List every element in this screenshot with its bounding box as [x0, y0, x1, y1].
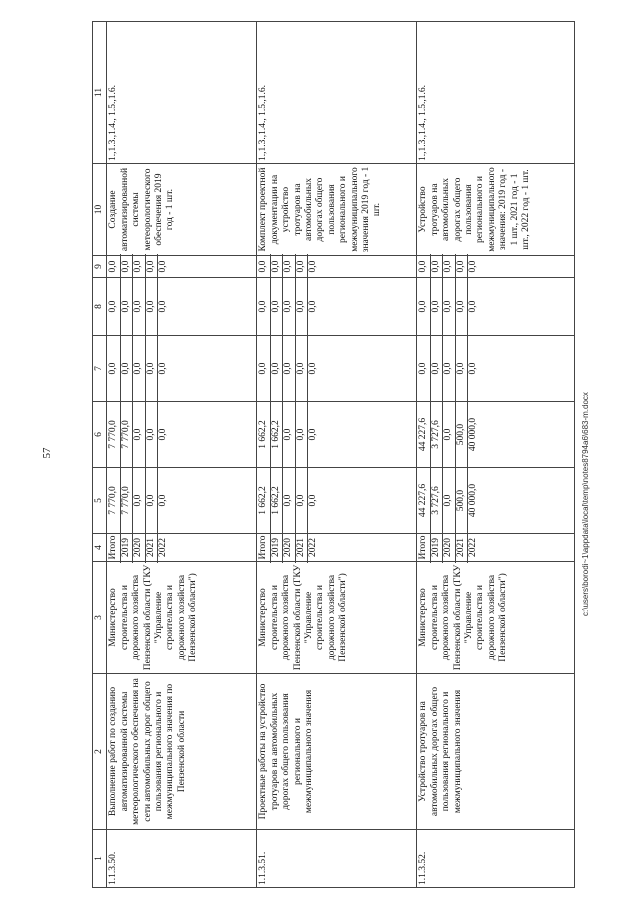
row-other-sources-value: 0,0	[108, 254, 120, 279]
page-number: 57	[41, 447, 53, 459]
row-federal-budget	[417, 336, 575, 402]
row-federal-budget-value: 0,0	[146, 334, 158, 403]
row-federal-budget-value: 0,0	[467, 362, 478, 375]
row-federal-budget-value: 0,0	[108, 334, 120, 403]
row-federal-budget-value: 0,0	[307, 362, 318, 375]
row-indicators: 1.,1.3.,1.4., 1.5.,1.6.	[417, 22, 575, 164]
row-regional-budget-value: 0,0	[443, 400, 455, 469]
row-other-sources-value: 0,0	[133, 254, 145, 279]
row-total-funding-value: 500,0	[456, 466, 468, 535]
table-row	[107, 22, 257, 888]
row-years-value: 2020	[283, 532, 295, 563]
row-other-sources-value: 0,0	[456, 254, 468, 279]
row-federal-budget-value: 0,0	[271, 334, 283, 403]
row-total-funding-value: 1 662,2	[271, 466, 283, 535]
table-header-row	[93, 22, 107, 888]
row-total-funding-value: 7 770,0	[121, 466, 133, 535]
header-cell: 10	[93, 164, 107, 256]
row-total-funding	[417, 468, 575, 534]
row-regional-budget-value: 0,0	[146, 400, 158, 469]
row-regional-budget-value: 7 770,0	[108, 400, 120, 469]
header-cell: 3	[93, 562, 107, 674]
row-regional-budget-value: 1 662,2	[271, 400, 283, 469]
row-total-funding-value: 0,0	[133, 466, 145, 535]
row-local-budget-value: 0,0	[108, 276, 120, 337]
row-regional-budget-value: 40 000,0	[467, 417, 478, 452]
footer-file-path: c:\users\borodi~1\appdata\local\temp\notes8794a6\683-m.docx	[581, 392, 590, 616]
header-cell: 4	[93, 534, 107, 562]
row-regional-budget-value: 0,0	[296, 400, 308, 469]
header-cell: 7	[93, 336, 107, 402]
row-description: Выполнение работ по созданию автоматизированной системы метеорологического обеспечения на сети автомобильных дорог общего пользования регионального и межмуниципального значения по Пензенской области	[107, 674, 257, 830]
row-result: Устройство тротуаров на автомобильных дорогах общего пользования регионального и межмуниципального значения: 2019 год - 1 шт., 2021 год - 1 шт., 2022 год - 1 шт.	[417, 164, 575, 256]
row-years-value: 2021	[296, 532, 308, 563]
row-local-budget-value: 0,0	[121, 276, 133, 337]
row-years-value: 2021	[146, 532, 158, 563]
row-code: 1.1.3.52.	[417, 830, 575, 888]
row-federal-budget-value: 0,0	[133, 334, 145, 403]
row-local-budget-value: 0,0	[418, 276, 430, 337]
row-total-funding-value: 0,0	[146, 466, 158, 535]
row-regional-budget-value: 1 662,2	[258, 400, 270, 469]
row-code: 1.1.3.51.	[257, 830, 417, 888]
header-cell: 5	[93, 468, 107, 534]
row-other-sources	[107, 256, 257, 278]
row-local-budget-value: 0,0	[157, 300, 168, 313]
row-years-value: Итого	[258, 532, 270, 563]
row-federal-budget-value: 0,0	[121, 334, 133, 403]
row-total-funding-value: 0,0	[157, 494, 168, 507]
row-years-value: 2022	[467, 538, 478, 557]
header-cell: 11	[93, 22, 107, 164]
row-federal-budget-value: 0,0	[296, 334, 308, 403]
row-regional-budget-value: 3 727,6	[431, 400, 443, 469]
row-other-sources-value: 0,0	[146, 254, 158, 279]
header-cell: 9	[93, 256, 107, 278]
row-other-sources	[257, 256, 417, 278]
row-regional-budget-value: 0,0	[133, 400, 145, 469]
row-result: Создание автоматизированной системы метеорологического обеспечения 2019 год - 1 шт.	[107, 164, 257, 256]
row-total-funding-value: 3 727,6	[431, 466, 443, 535]
row-total-funding-value: 1 662,2	[258, 466, 270, 535]
row-regional-budget-value: 44 227,6	[418, 400, 430, 469]
table-row	[257, 22, 417, 888]
row-local-budget-value: 0,0	[296, 276, 308, 337]
row-other-sources-value: 0,0	[121, 254, 133, 279]
row-federal-budget-value: 0,0	[283, 334, 295, 403]
row-years-value: 2022	[307, 538, 318, 557]
table-row	[417, 22, 575, 888]
row-federal-budget-value: 0,0	[258, 334, 270, 403]
row-federal-budget-value: 0,0	[418, 334, 430, 403]
row-description: Проектные работы на устройство тротуаров на автомобильных дорогах общего пользования регионального и межмуниципального значения	[257, 674, 417, 830]
row-indicators: 1.,1.3.,1.4., 1.5.,1.6.	[107, 22, 257, 164]
rotated-table-container	[92, 22, 582, 888]
row-executor: Министерство строительства и дорожного хозяйства Пензенской области (ГКУ "Управление строительства и дорожного хозяйства Пензенской области")	[257, 562, 417, 674]
header-cell: 2	[93, 674, 107, 830]
row-federal-budget-value: 0,0	[431, 334, 443, 403]
header-cell: 6	[93, 402, 107, 468]
row-years-value: 2022	[157, 538, 168, 557]
row-code: 1.1.3.50.	[107, 830, 257, 888]
row-other-sources-value: 0,0	[307, 260, 318, 273]
row-other-sources-value: 0,0	[258, 254, 270, 279]
header-cell: 8	[93, 278, 107, 336]
row-federal-budget	[107, 336, 257, 402]
row-total-funding-value: 44 227,6	[418, 466, 430, 535]
row-federal-budget-value: 0,0	[456, 334, 468, 403]
row-federal-budget-value: 0,0	[443, 334, 455, 403]
row-regional-budget	[107, 402, 257, 468]
row-local-budget-value: 0,0	[146, 276, 158, 337]
row-executor: Министерство строительства и дорожного хозяйства Пензенской области (ГКУ "Управление строительства и дорожного хозяйства Пензенской области")	[107, 562, 257, 674]
row-description: Устройство тротуаров на автомобильных дорогах общего пользования регионального и межмуниципального значения	[417, 674, 575, 830]
row-years	[257, 534, 417, 562]
row-total-funding	[257, 468, 417, 534]
row-years-value: Итого	[108, 532, 120, 563]
row-total-funding-value: 40 000,0	[467, 483, 478, 518]
row-years-value: 2020	[443, 532, 455, 563]
row-years-value: 2019	[431, 532, 443, 563]
row-other-sources-value: 0,0	[431, 254, 443, 279]
header-cell: 1	[93, 830, 107, 888]
row-regional-budget-value: 500,0	[456, 400, 468, 469]
row-regional-budget	[257, 402, 417, 468]
row-other-sources-value: 0,0	[271, 254, 283, 279]
row-local-budget-value: 0,0	[456, 276, 468, 337]
row-other-sources-value: 0,0	[283, 254, 295, 279]
row-local-budget	[257, 278, 417, 336]
row-local-budget	[107, 278, 257, 336]
row-years-value: 2019	[271, 532, 283, 563]
row-indicators: 1.,1.3.,1.4., 1.5.,1.6.	[257, 22, 417, 164]
row-other-sources-value: 0,0	[418, 254, 430, 279]
row-regional-budget-value: 0,0	[307, 428, 318, 441]
row-years-value: 2019	[121, 532, 133, 563]
row-regional-budget	[417, 402, 575, 468]
row-local-budget-value: 0,0	[271, 276, 283, 337]
row-local-budget-value: 0,0	[443, 276, 455, 337]
row-local-budget-value: 0,0	[133, 276, 145, 337]
row-local-budget-value: 0,0	[307, 300, 318, 313]
row-other-sources-value: 0,0	[296, 254, 308, 279]
row-local-budget	[417, 278, 575, 336]
row-total-funding-value: 0,0	[307, 494, 318, 507]
row-total-funding-value: 0,0	[296, 466, 308, 535]
row-total-funding-value: 7 770,0	[108, 466, 120, 535]
row-local-budget-value: 0,0	[431, 276, 443, 337]
row-years-value: Итого	[418, 532, 430, 563]
row-federal-budget-value: 0,0	[157, 362, 168, 375]
row-local-budget-value: 0,0	[467, 300, 478, 313]
row-years	[417, 534, 575, 562]
row-total-funding	[107, 468, 257, 534]
row-regional-budget-value: 0,0	[157, 428, 168, 441]
program-measures-table	[92, 21, 575, 888]
row-other-sources-value: 0,0	[157, 260, 168, 273]
row-years-value: 2020	[133, 532, 145, 563]
row-other-sources	[417, 256, 575, 278]
row-local-budget-value: 0,0	[283, 276, 295, 337]
row-other-sources-value: 0,0	[443, 254, 455, 279]
row-regional-budget-value: 7 770,0	[121, 400, 133, 469]
row-total-funding-value: 0,0	[283, 466, 295, 535]
row-total-funding-value: 0,0	[443, 466, 455, 535]
row-result: Комплект проектной документации на устройство тротуаров на автомобильных дорогах общего пользования регионального и межмуниципального значения 2019 год - 1 шт.	[257, 164, 417, 256]
row-local-budget-value: 0,0	[258, 276, 270, 337]
row-years	[107, 534, 257, 562]
row-executor: Министерство строительства и дорожного хозяйства Пензенской области (ГКУ "Управление строительства и дорожного хозяйства Пензенской области")	[417, 562, 575, 674]
row-regional-budget-value: 0,0	[283, 400, 295, 469]
row-years-value: 2021	[456, 532, 468, 563]
row-other-sources-value: 0,0	[467, 260, 478, 273]
row-federal-budget	[257, 336, 417, 402]
